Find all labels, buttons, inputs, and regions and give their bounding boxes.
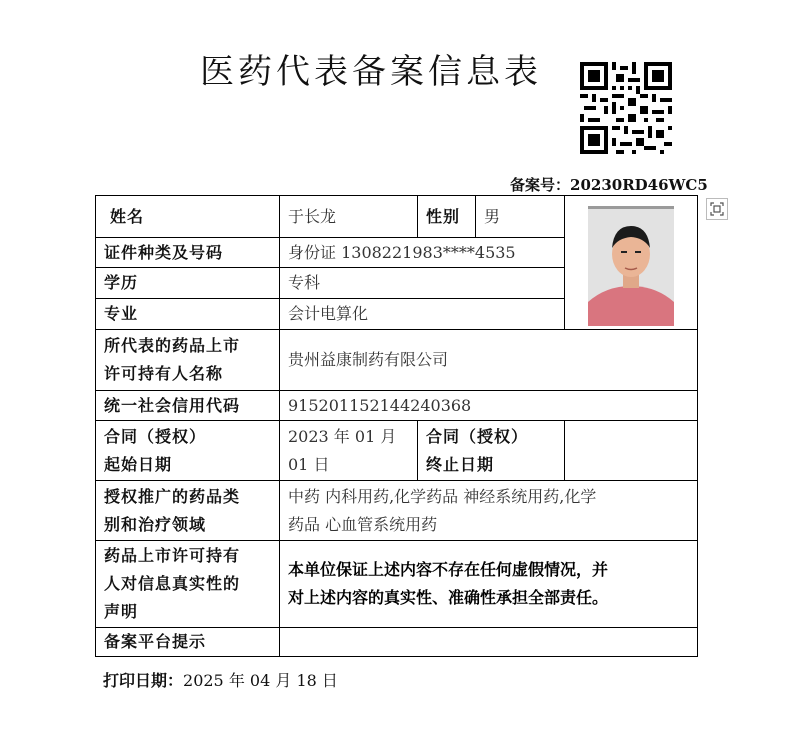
photo-cell xyxy=(565,196,698,330)
therapeutic-value-line1: 中药 内科用药,化学药品 神经系统用药,化学 xyxy=(288,486,597,506)
therapeutic-label-line2: 别和治疗领域 xyxy=(104,514,207,534)
therapeutic-label-line1: 授权推广的药品类 xyxy=(104,486,241,506)
scan-icon[interactable] xyxy=(706,198,728,220)
print-date-value: 2025 年 04 月 18 日 xyxy=(183,671,338,690)
education-label: 学历 xyxy=(96,268,280,299)
declaration-label-line1: 药品上市许可持有 xyxy=(104,546,241,565)
holder-value: 贵州益康制药有限公司 xyxy=(280,330,698,391)
declaration-label-line3: 声明 xyxy=(104,602,139,621)
name-value: 于长龙 xyxy=(280,196,418,238)
major-value: 会计电算化 xyxy=(280,299,565,330)
contract-start-label-line2: 起始日期 xyxy=(104,454,173,474)
major-label: 专业 xyxy=(96,299,280,330)
contract-end-label-line2: 终止日期 xyxy=(426,454,495,474)
holder-label xyxy=(96,330,280,391)
page-title: 医药代表备案信息表 xyxy=(200,52,542,92)
contract-end-value xyxy=(565,421,698,481)
id-label: 证件种类及号码 xyxy=(96,238,280,268)
therapeutic-value xyxy=(280,481,698,541)
holder-label-line2: 许可持有人名称 xyxy=(104,364,224,383)
declaration-value xyxy=(280,541,698,628)
contract-start-value-line2: 01 日 xyxy=(288,454,330,474)
id-value: 身份证 1308221983****4535 xyxy=(280,238,565,268)
contract-end-label-line1: 合同（授权） xyxy=(426,426,529,446)
therapeutic-value-line2: 药品 心血管系统用药 xyxy=(288,514,438,534)
gender-value: 男 xyxy=(476,196,565,238)
therapeutic-label xyxy=(96,481,280,541)
filing-number-label: 备案号： xyxy=(510,176,571,194)
platform-tip-label: 备案平台提示 xyxy=(96,628,280,657)
filing-number-value: 20230RD46WC5 xyxy=(570,176,708,194)
education-value: 专科 xyxy=(280,268,565,299)
contract-start-label-line1: 合同（授权） xyxy=(104,426,207,446)
print-date-label: 打印日期： xyxy=(103,671,184,690)
contract-start-label xyxy=(96,421,280,481)
name-label: 姓名 xyxy=(96,196,280,238)
declaration-label xyxy=(96,541,280,628)
declaration-value-line1: 本单位保证上述内容不存在任何虚假情况，并 xyxy=(288,560,609,579)
gender-label: 性别 xyxy=(418,196,476,238)
person-photo xyxy=(588,206,674,326)
filing-number xyxy=(510,174,708,195)
contract-start-value-line1: 2023 年 01 月 xyxy=(288,426,397,446)
credit-code-value: 915201152144240368 xyxy=(280,391,698,421)
credit-code-label: 统一社会信用代码 xyxy=(96,391,280,421)
platform-tip-value xyxy=(280,628,698,657)
holder-label-line1: 所代表的药品上市 xyxy=(104,336,241,355)
print-date xyxy=(103,668,338,691)
contract-end-label xyxy=(418,421,565,481)
declaration-value-line2: 对上述内容的真实性、准确性承担全部责任。 xyxy=(288,588,609,607)
info-table xyxy=(95,195,698,657)
qr-code-icon xyxy=(580,62,672,154)
declaration-label-line2: 人对信息真实性的 xyxy=(104,574,241,593)
contract-start-value xyxy=(280,421,418,481)
